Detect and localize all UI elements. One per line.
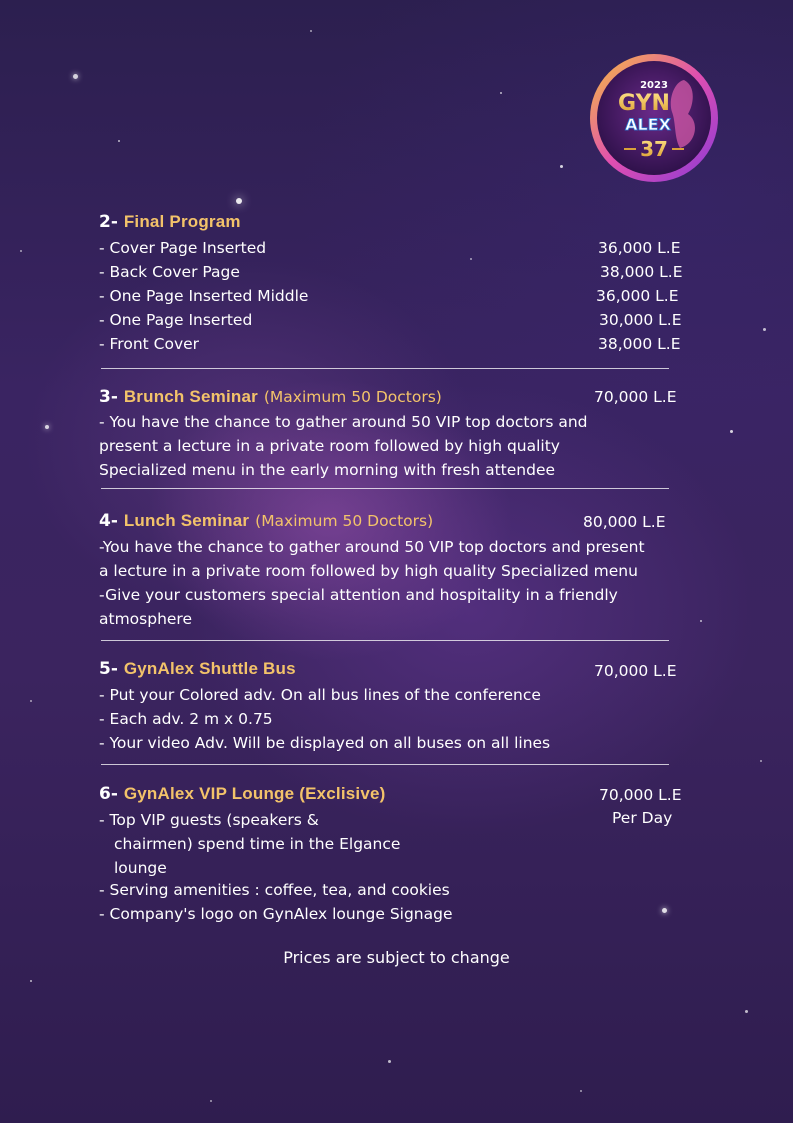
list-item: - One Page Inserted Middle (99, 287, 309, 305)
section-divider (101, 764, 669, 765)
item-price: 38,000 L.E (600, 263, 683, 281)
svg-text:2023: 2023 (640, 80, 668, 91)
section-heading-lunch-seminar: 4- Lunch Seminar (Maximum 50 Doctors) (99, 511, 434, 531)
description-line: lounge (114, 859, 167, 877)
description-line: -You have the chance to gather around 50 VIP top doctors and present (99, 538, 645, 556)
item-price: 36,000 L.E (596, 287, 679, 305)
description-line: - Serving amenities : coffee, tea, and cookies (99, 881, 450, 899)
description-line: - Company's logo on GynAlex lounge Signage (99, 905, 453, 923)
item-price: 38,000 L.E (598, 335, 681, 353)
description-line: chairmen) spend time in the Elgance (114, 835, 401, 853)
list-item: - One Page Inserted (99, 311, 253, 329)
section-heading-brunch-seminar: 3- Brunch Seminar (Maximum 50 Doctors) (99, 387, 442, 407)
description-line: a lecture in a private room followed by high quality Specialized menu (99, 562, 638, 580)
description-line: - Each adv. 2 m x 0.75 (99, 710, 273, 728)
item-price: 30,000 L.E (599, 311, 682, 329)
section-heading-shuttle-bus: 5- GynAlex Shuttle Bus (99, 659, 296, 679)
section-divider (101, 488, 669, 489)
price-note: Per Day (612, 809, 673, 827)
section-divider (101, 640, 669, 641)
list-item: - Back Cover Page (99, 263, 240, 281)
description-line: Specialized menu in the early morning with fresh attendee (99, 461, 556, 479)
gynalex-logo (588, 52, 720, 184)
description-line: - Your video Adv. Will be displayed on all buses on all lines (99, 734, 551, 752)
svg-text:ALEX: ALEX (625, 115, 671, 134)
description-line: present a lecture in a private room followed by high quality (99, 437, 560, 455)
description-line: -Give your customers special attention and hospitality in a friendly (99, 586, 618, 604)
description-line: - You have the chance to gather around 50 VIP top doctors and (99, 413, 588, 431)
description-line: - Top VIP guests (speakers & (99, 811, 319, 829)
section-price: 70,000 L.E (594, 388, 677, 406)
section-price: 70,000 L.E (594, 662, 677, 680)
section-price: 80,000 L.E (583, 513, 666, 531)
section-heading-vip-lounge: 6- GynAlex VIP Lounge (Exclisive) (99, 784, 386, 804)
svg-text:GYN: GYN (618, 91, 670, 116)
section-price: 70,000 L.E (599, 786, 682, 804)
item-price: 36,000 L.E (598, 239, 681, 257)
description-line: atmosphere (99, 610, 192, 628)
logo-badge-icon (588, 52, 720, 184)
svg-text:37: 37 (640, 137, 668, 161)
list-item: - Front Cover (99, 335, 200, 353)
section-divider (101, 368, 669, 369)
list-item: - Cover Page Inserted (99, 239, 267, 257)
description-line: - Put your Colored adv. On all bus lines of the conference (99, 686, 541, 704)
footer-note: Prices are subject to change (283, 948, 510, 967)
section-heading-final-program: 2- Final Program (99, 212, 241, 232)
